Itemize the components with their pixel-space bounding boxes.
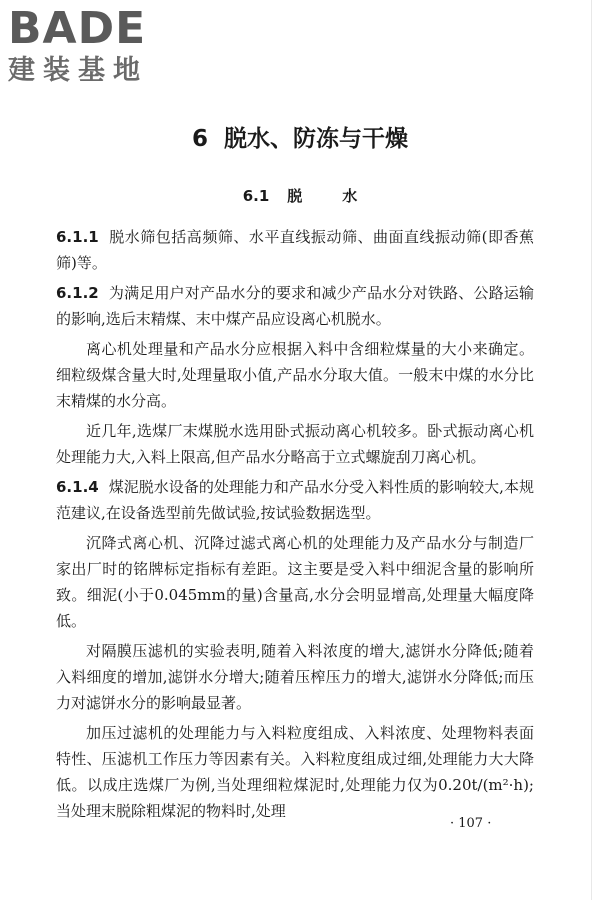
body-text — [56, 224, 534, 828]
paragraph-text: 脱水筛包括高频筛、水平直线振动筛、曲面直线振动筛(即香蕉筛)等。 — [56, 228, 534, 272]
clause-number: 6.1.2 — [56, 284, 99, 302]
paragraph — [56, 418, 534, 470]
paragraph-text: 沉降式离心机、沉降过滤式离心机的处理能力及产品水分与制造厂家出厂时的铭牌标定指标有差距。这主要是受入料中细泥含量的影响所致。细泥(小于0.045mm的量)含量高,水分会明显增高,处理量大幅度降低。 — [56, 534, 534, 630]
section-heading — [0, 185, 600, 206]
paragraph-text: 为满足用户对产品水分的要求和减少产品水分对铁路、公路运输的影响,选后末精煤、末中煤产品应设离心机脱水。 — [56, 284, 534, 328]
clause-number: 6.1.1 — [56, 228, 99, 246]
section-title-part2: 水 — [342, 187, 358, 205]
paragraph — [56, 530, 534, 634]
paragraph — [56, 474, 534, 526]
logo-word: BADE — [8, 3, 147, 54]
clause-number: 6.1.4 — [56, 478, 99, 496]
paragraph — [56, 638, 534, 716]
paragraph-text: 离心机处理量和产品水分应根据入料中含细粒煤量的大小来确定。细粒级煤含量大时,处理量取小值,产品水分取大值。一般末中煤的水分比末精煤的水分高。 — [56, 340, 534, 410]
logo-subtitle: 建装基地 — [8, 55, 148, 86]
paragraph — [56, 224, 534, 276]
paragraph-text: 煤泥脱水设备的处理能力和产品水分受入料性质的影响较大,本规范建议,在设备选型前先做试验,按试验数据选型。 — [56, 478, 534, 522]
page-edge-divider — [591, 0, 592, 900]
paragraph — [56, 280, 534, 332]
section-number: 6.1 — [242, 187, 270, 205]
chapter-heading — [0, 120, 600, 153]
chapter-title: 脱水、防冻与干燥 — [224, 126, 408, 152]
paragraph-text: 加压过滤机的处理能力与入料粒度组成、入料浓度、处理物料表面特性、压滤机工作压力等因素有关。入料粒度组成过细,处理能力大大降低。以成庄选煤厂为例,当处理细粒煤泥时,处理能力仅为0.20t/(m²·h);当处理末脱除粗煤泥的物料时,处理 — [56, 724, 534, 820]
paragraph-text: 近几年,选煤厂末煤脱水选用卧式振动离心机较多。卧式振动离心机处理能力大,入料上限高,但产品水分略高于立式螺旋刮刀离心机。 — [56, 422, 534, 466]
paragraph — [56, 720, 534, 824]
watermark-logo — [8, 3, 178, 88]
page-number: · 107 · — [450, 816, 492, 831]
chapter-number: 6 — [191, 126, 208, 152]
paragraph-text: 对隔膜压滤机的实验表明,随着入料浓度的增大,滤饼水分降低;随着入料细度的增加,滤饼水分增大;随着压榨压力的增大,滤饼水分降低;而压力对滤饼水分的影响最显著。 — [56, 642, 534, 712]
section-title-part1: 脱 — [287, 187, 303, 205]
paragraph — [56, 336, 534, 414]
